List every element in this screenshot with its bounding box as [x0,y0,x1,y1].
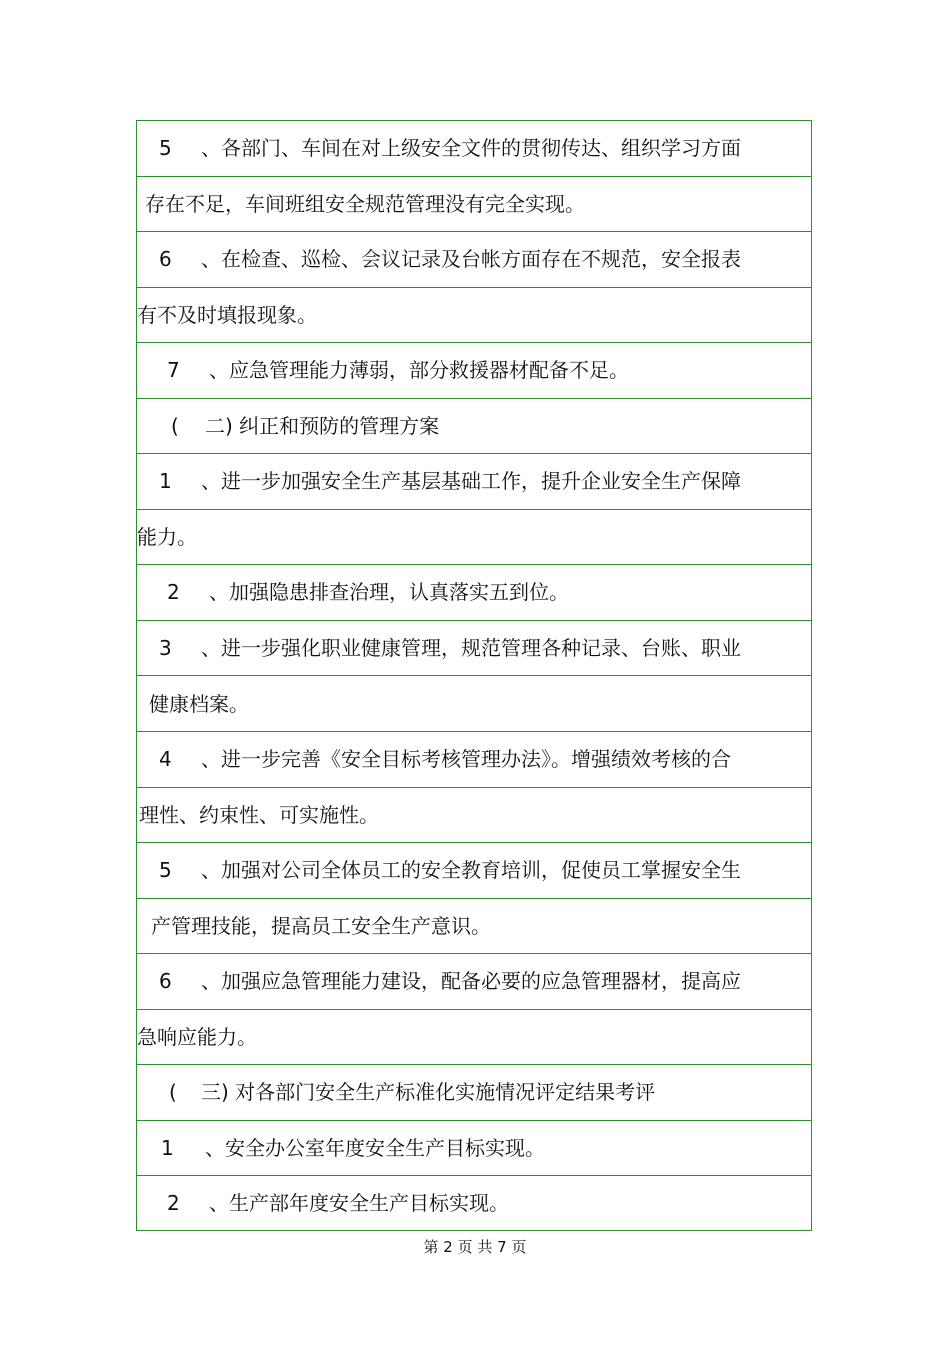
line-text: 二) 纠正和预防的管理方案 [205,413,440,438]
text-line [137,1010,811,1066]
item-number: 1 [161,1135,174,1160]
text-line [137,732,811,788]
text-line [137,1121,811,1177]
line-text: 产管理技能，提高员工安全生产意识。 [151,913,491,938]
item-number: ( [169,1080,177,1105]
text-line [137,454,811,510]
line-text: 、在检查、巡检、会议记录及台帐方面存在不规范，安全报表 [201,247,741,272]
text-line [137,565,811,621]
text-line [137,954,811,1010]
line-text: 、应急管理能力薄弱，部分救援器材配备不足。 [209,358,629,383]
item-number: 5 [159,858,172,883]
line-text: 、加强隐患排查治理，认真落实五到位。 [209,580,569,605]
line-text: 存在不足，车间班组安全规范管理没有完全实现。 [145,191,585,216]
line-text: 、进一步完善《安全目标考核管理办法》。增强绩效考核的合 [201,747,731,772]
line-text: 、进一步强化职业健康管理，规范管理各种记录、台账、职业 [201,635,741,660]
lined-text-box [136,120,812,1231]
line-text: 、生产部年度安全生产目标实现。 [209,1191,509,1216]
text-line [137,177,811,233]
text-line [137,1176,811,1232]
line-text: 、加强应急管理能力建设，配备必要的应急管理器材，提高应 [201,969,741,994]
item-number: 2 [167,580,180,605]
page-number-footer: 第 2 页 共 7 页 [423,1238,527,1256]
item-number: 3 [159,635,172,660]
item-number: ( [171,413,179,438]
line-text: 、加强对公司全体员工的安全教育培训，促使员工掌握安全生 [201,858,741,883]
item-number: 4 [159,747,172,772]
text-line [137,621,811,677]
line-text: 、进一步加强安全生产基层基础工作，提升企业安全生产保障 [201,469,741,494]
line-text: 急响应能力。 [137,1024,257,1049]
text-line [137,510,811,566]
item-number: 2 [167,1191,180,1216]
item-number: 7 [167,358,180,383]
item-number: 5 [159,136,172,160]
text-line [137,121,811,177]
text-line [137,1065,811,1121]
item-number: 6 [159,969,172,994]
text-line [137,677,811,733]
text-line [137,343,811,399]
line-text: 三) 对各部门安全生产标准化实施情况评定结果考评 [201,1080,656,1105]
text-line [137,232,811,288]
line-text: 、各部门、车间在对上级安全文件的贯彻传达、组织学习方面 [201,136,741,160]
text-line [137,788,811,844]
text-line [137,843,811,899]
line-text: 理性、约束性、可实施性。 [139,802,379,827]
text-line [137,288,811,344]
text-line [137,899,811,955]
item-number: 1 [159,469,172,494]
line-text: 、安全办公室年度安全生产目标实现。 [205,1135,545,1160]
text-line [137,399,811,455]
line-text: 健康档案。 [149,691,249,716]
line-text: 有不及时填报现象。 [137,302,317,327]
line-text: 能力。 [137,524,197,549]
item-number: 6 [159,247,172,272]
